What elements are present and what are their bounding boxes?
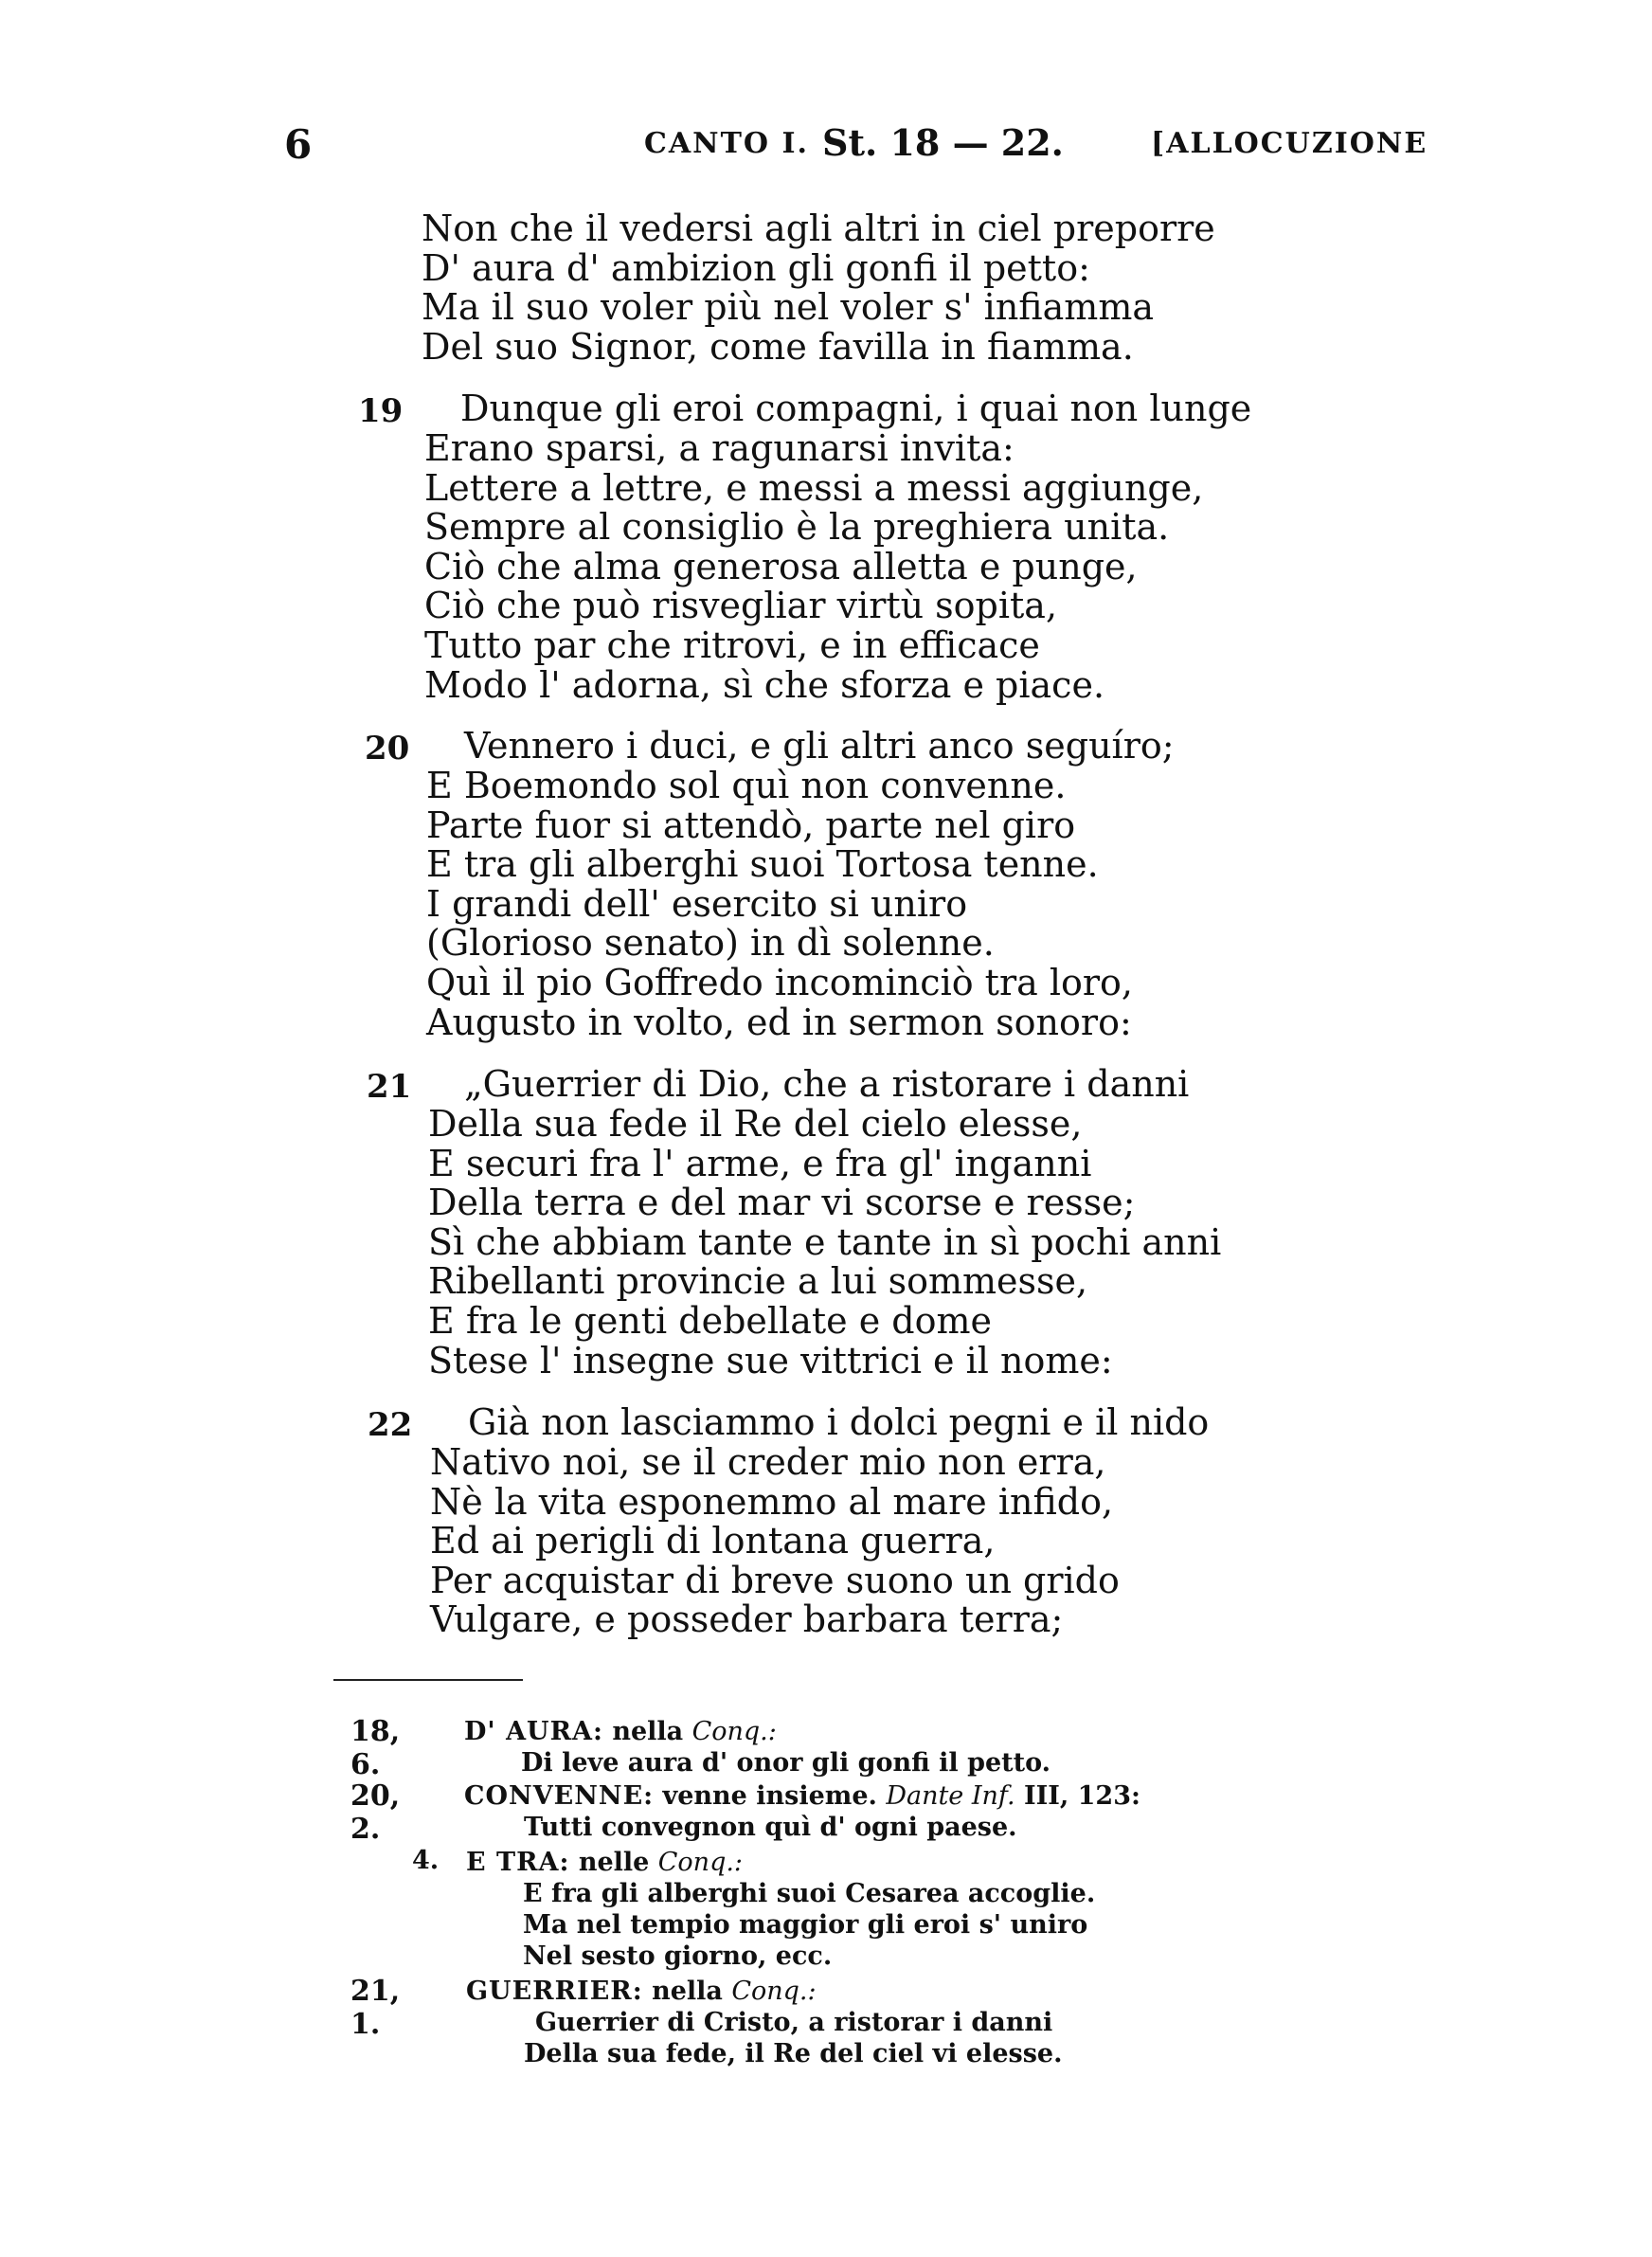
verse-line: E fra le genti debellate e dome [428,1299,993,1342]
footnote [464,1781,1140,1811]
verse-line: Sì che abbiam tante e tante in sì pochi anni [428,1220,1222,1263]
footnote-quote: Ma nel tempio maggior gli eroi s' uniro [523,1910,1088,1940]
footnote-text: nelle [578,1848,650,1877]
verse-line: Nativo noi, se il creder mio non erra, [430,1441,1106,1483]
verse-line: Nè la vita esponemmo al mare infido, [430,1480,1114,1523]
verse-line: Della terra e del mar vi scorse e resse; [428,1182,1136,1224]
footnote-text: nella [612,1717,684,1746]
verse-line: E Boemondo sol quì non convenne. [426,765,1067,806]
verse-line: Della sua fede il Re del cielo elesse, [428,1103,1083,1145]
verse-line: D' aura d' ambizion gli gonfi il petto: [422,246,1090,289]
footnote [464,1717,777,1746]
footnote-rule [333,1679,523,1681]
verse-line: Tutto par che ritrovi, e in efficace [424,623,1040,666]
stanza-number: 20 [365,730,410,767]
footnote [466,1977,817,2006]
verse-line: Modo l' adorna, sì che sforza e piace. [424,663,1105,706]
stanza-21 [428,1105,1221,1381]
footnote-text: nella [652,1977,723,2006]
footnote-quote: Di leve aura d' onor gli gonfi il petto. [521,1748,1051,1778]
verse-line: Ma il suo voler più nel voler s' infiamma [422,286,1155,329]
stanza-number: 19 [358,392,404,430]
verse-line: E tra gli alberghi suoi Tortosa tenne. [426,843,1099,886]
stanza-range: St. 18 — 22. [822,121,1064,164]
footnote-lemma: GUERRIER: [466,1977,643,2006]
verse-line: „Guerrier di Dio, che a ristorare i danni [464,1063,1190,1105]
footnote-source: Conq.: [731,1977,817,2006]
verse-line: Dunque gli eroi compagni, i quai non lunge [460,388,1252,429]
footnote-lemma: E TRA: [466,1848,570,1877]
page-number: 6 [284,121,313,168]
stanza-19 [424,429,1203,705]
footnote-quote: E fra gli alberghi suoi Cesarea accoglie. [523,1879,1096,1908]
verse-line: Parte fuor si attendò, parte nel giro [426,803,1076,846]
verse-line: Già non lasciammo i dolci pegni e il nido [468,1401,1210,1443]
verse-line: Augusto in volto, ed in sermon sonoro: [426,1001,1132,1043]
footnote-ref: 18, 6. [350,1715,401,1781]
verse-line: Stese l' insegne sue vittrici e il nome: [428,1339,1113,1381]
verse-line: Vennero i duci, e gli altri anco seguíro; [464,725,1175,767]
footnote-ref: 4. [412,1846,440,1875]
verse-line: Quì il pio Goffredo incominciò tra loro, [426,961,1134,1003]
section-title: [ALLOCUZIONE [1151,127,1428,160]
footnote [466,1848,743,1877]
footnote-source: Conq.: [691,1717,777,1746]
verse-line: Ribellanti provincie a lui sommesse, [428,1260,1088,1303]
footnote-source: Conq.: [657,1848,744,1877]
verse-line: (Glorioso senato) in dì solenne. [426,922,995,965]
verse-line: Ciò che può risvegliar virtù sopita, [424,585,1058,627]
footnote-quote: Della sua fede, il Re del ciel vi elesse. [524,2039,1063,2068]
verse-line: Erano sparsi, a ragunarsi invita: [424,427,1015,469]
footnote-quote: Tutti convegnon quì d' ogni paese. [524,1813,1017,1842]
verse-line: Ed ai perigli di lontana guerra, [430,1520,996,1562]
stanza-18-continuation [422,209,1215,367]
footnote-quote: Guerrier di Cristo, a ristorar i danni [535,2008,1053,2037]
stanza-number: 21 [367,1068,412,1106]
stanza-22 [430,1443,1120,1640]
footnote-quote: Nel sesto giorno, ecc. [523,1941,833,1971]
verse-line: I grandi dell' esercito si uniro [426,882,968,925]
footnote-text: venne insieme. [662,1781,877,1811]
footnote-location: III, 123: [1023,1781,1140,1811]
running-head [0,121,1652,178]
footnote-lemma: D' AURA: [464,1717,603,1746]
footnote-source: Dante Inf. [886,1781,1015,1811]
verse-line: Sempre al consiglio è la preghiera unita. [424,506,1170,549]
verse-line: Del suo Signor, come favilla in fiamma. [422,325,1134,368]
verse-line: Non che il vedersi agli altri in ciel preporre [422,208,1215,249]
verse-line: E securi fra l' arme, e fra gl' inganni [428,1142,1092,1184]
footnote-lemma: CONVENNE: [464,1781,655,1811]
canto-label: CANTO I. [644,127,809,160]
verse-line: Ciò che alma generosa alletta e punge, [424,545,1138,587]
footnote-ref: 21, 1. [350,1975,401,2041]
verse-line: Lettere a lettre, e messi a messi aggiunge, [424,466,1204,509]
stanza-number: 22 [368,1406,413,1444]
verse-line: Per acquistar di breve suono un grido [430,1559,1120,1601]
verse-line: Vulgare, e posseder barbara terra; [430,1598,1064,1641]
stanza-20 [426,767,1133,1042]
footnote-ref: 20, 2. [350,1779,401,1846]
